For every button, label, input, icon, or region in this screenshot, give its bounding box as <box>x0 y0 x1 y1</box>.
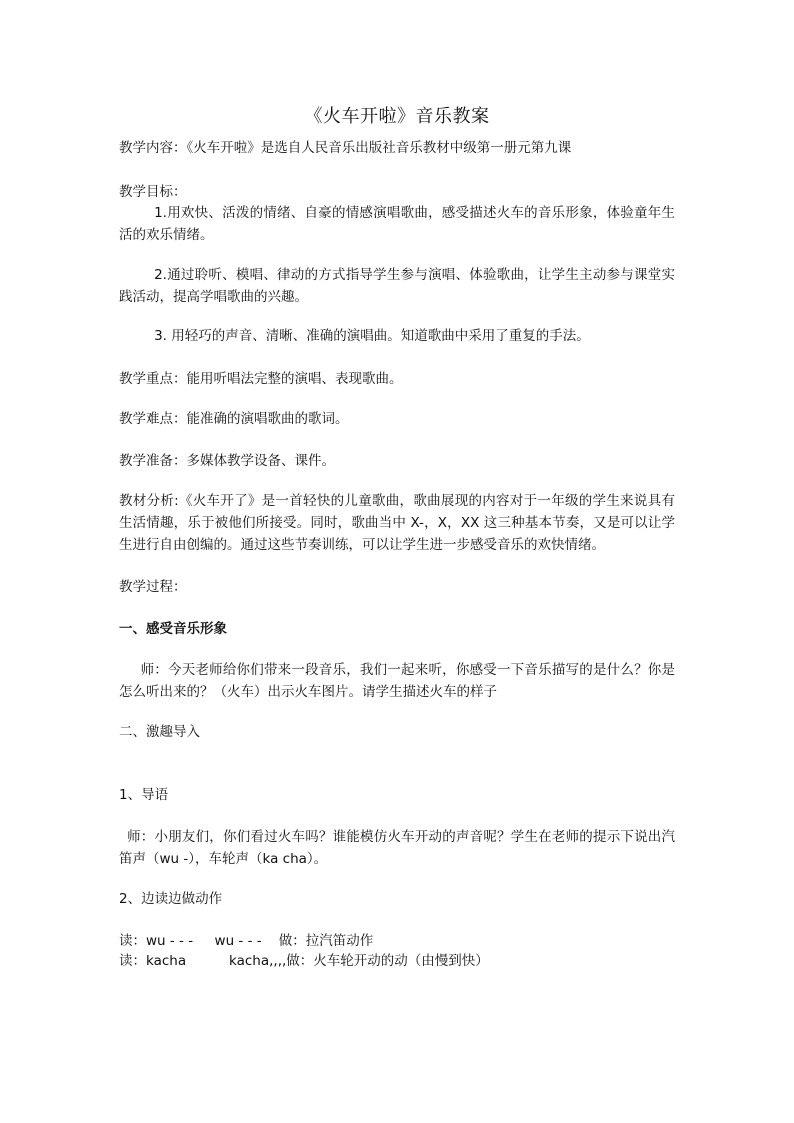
goal-2: 2.通过聆听、模唱、律动的方式指导学生参与演唱、体验歌曲，让学生主动参与课堂实践活动，提高学唱歌曲的兴趣。 <box>119 267 675 305</box>
teaching-process-heading: 教学过程： <box>119 579 187 595</box>
step-2-heading: 2、边读边做动作 <box>119 891 223 907</box>
step-1-heading: 1、导语 <box>119 787 169 803</box>
teaching-goals-heading: 教学目标： <box>119 184 187 200</box>
teaching-key-point: 教学重点：能用听唱法完整的演唱、表现歌曲。 <box>119 371 403 387</box>
reading-line-1: 读：wu - - - wu - - - 做：拉汽笛动作 <box>119 933 374 949</box>
section-1-text: 师：今天老师给你们带来一段音乐，我们一起来听，你感受一下音乐描写的是什么？你是怎么听出来的？（火车）出示火车图片。请学生描述火车的样子 <box>119 662 675 700</box>
teaching-difficulty: 教学难点：能准确的演唱歌曲的歌词。 <box>119 411 349 427</box>
material-analysis: 教材分析:《火车开了》是一首轻快的儿童歌曲，歌曲展现的内容对于一年级的学生来说具有生活情趣，乐于被他们所接受。同时，歌曲当中 X-，X，XX 这三种基本节奏，又是可以让学生进行自由创编的。通过这些节奏训练，可以让学生进一步感受音乐的欢快情绪。 <box>119 493 675 553</box>
goal-1: 1.用欢快、活泼的情绪、自豪的情感演唱歌曲，感受描述火车的音乐形象，体验童年生活的欢乐情绪。 <box>119 205 675 243</box>
step-1-text: 师：小朋友们，你们看过火车吗？谁能模仿火车开动的声音呢？学生在老师的提示下说出汽笛声（wu -），车轮声（ka cha）。 <box>119 829 675 867</box>
reading-line-2: 读：kacha kacha,,,,做：火车轮开动的动（由慢到快） <box>119 953 489 969</box>
section-1-heading: 一、感受音乐形象 <box>119 621 227 637</box>
section-2-heading: 二、激趣导入 <box>119 724 200 740</box>
document-title: 《火车开啦》音乐教案 <box>304 106 490 127</box>
teaching-preparation: 教学准备：多媒体教学设备、课件。 <box>119 453 335 469</box>
teaching-content: 教学内容：《火车开啦》是选自人民音乐出版社音乐教材中级第一册元第九课 <box>119 140 572 156</box>
goal-3: 3. 用轻巧的声音、清晰、准确的演唱曲。知道歌曲中采用了重复的手法。 <box>154 328 590 344</box>
